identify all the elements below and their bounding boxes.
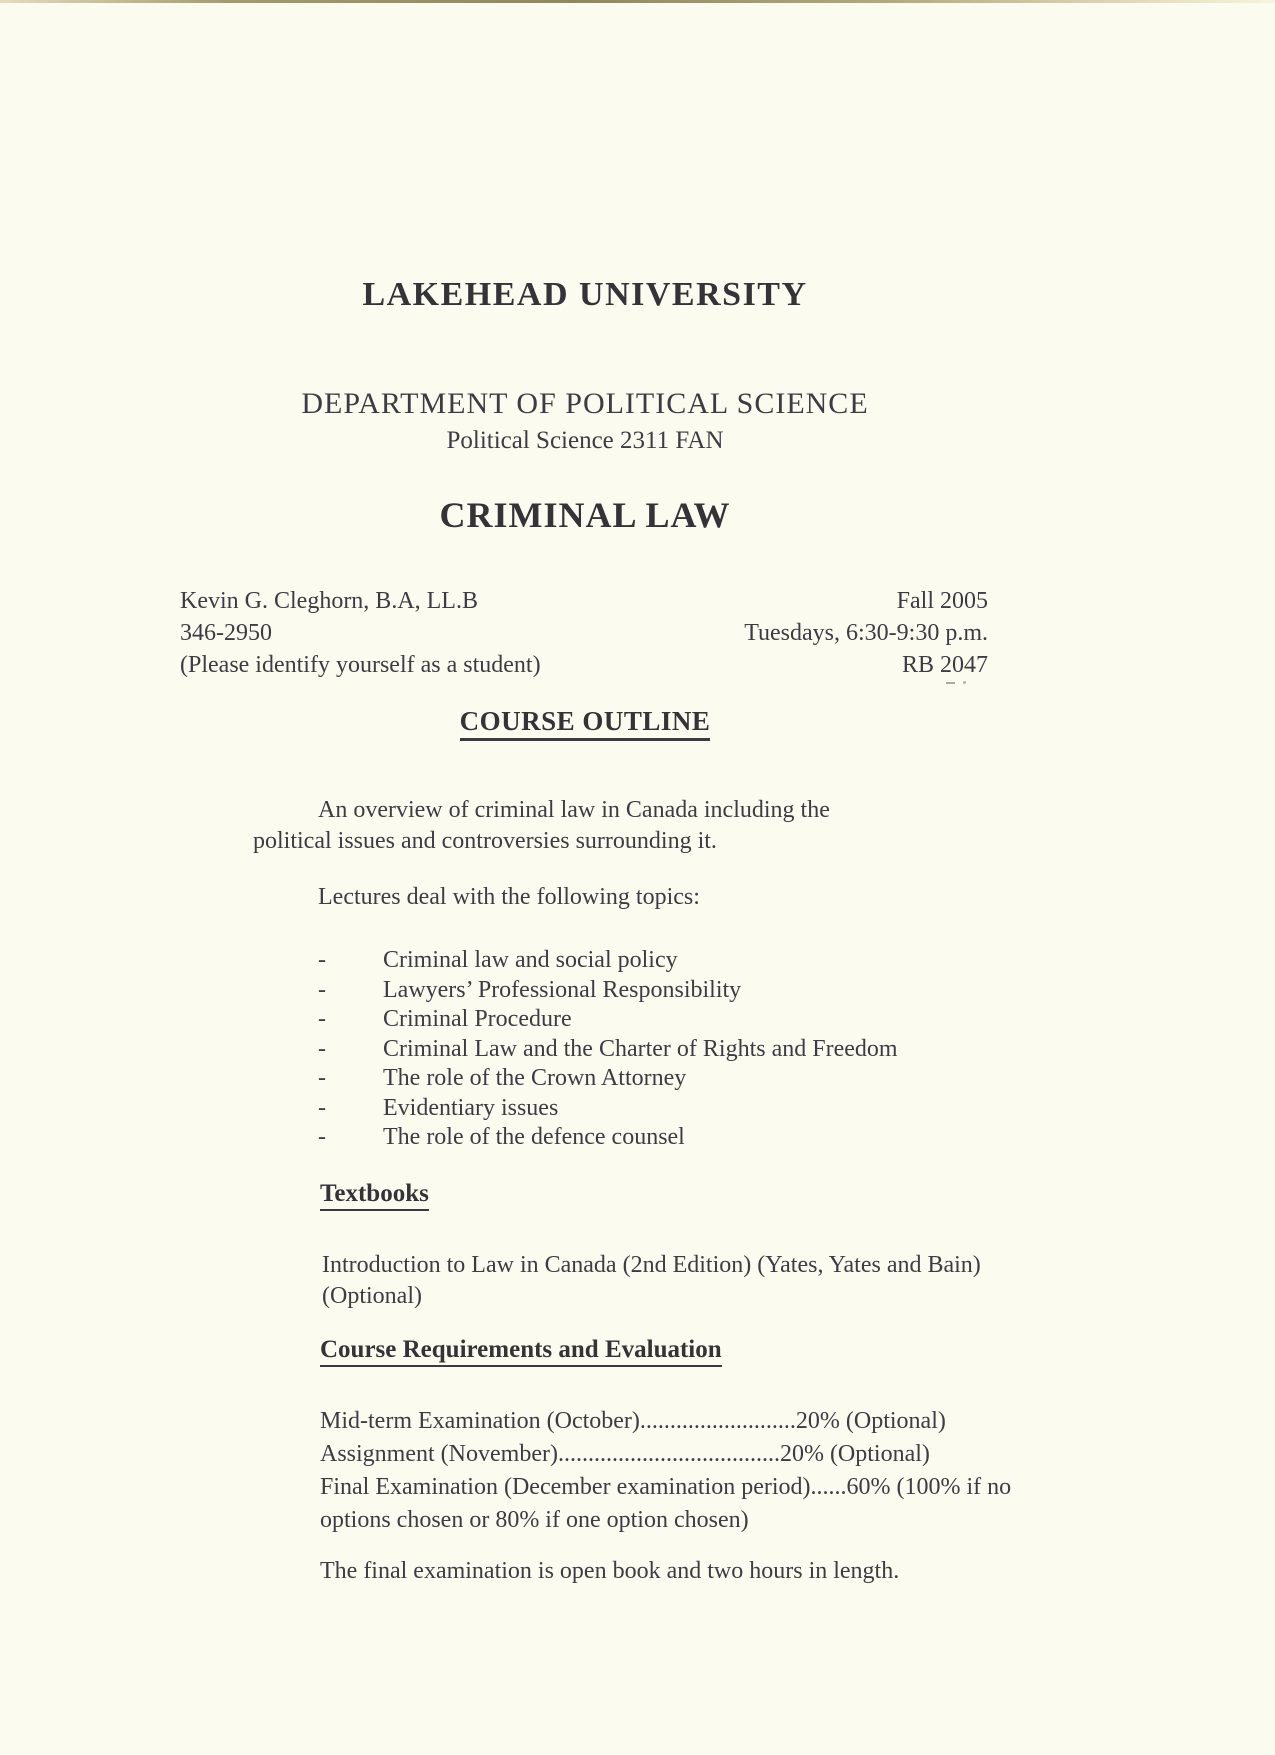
requirements-list — [320, 1405, 1011, 1537]
instructor-name: Kevin G. Cleghorn, B.A, LL.B — [180, 588, 478, 614]
topic-item — [318, 1123, 898, 1153]
requirement-line: options chosen or 80% if one option chosen) — [320, 1507, 749, 1533]
requirement-line: Assignment (November).....................................20% (Optional) — [320, 1441, 930, 1467]
topic-item — [318, 1005, 898, 1035]
room-label: RB 2047 — [901, 652, 988, 678]
course-description-line: An overview of criminal law in Canada including the — [318, 797, 830, 823]
topic-label: The role of the Crown Attorney — [383, 1065, 687, 1091]
topic-label: Criminal Procedure — [383, 1006, 572, 1032]
instructor-note: (Please identify yourself as a student) — [180, 652, 541, 678]
course-title: CRIMINAL LAW — [439, 495, 731, 535]
topic-item — [318, 946, 898, 976]
course-code: Political Science 2311 FAN — [446, 427, 724, 454]
bullet-dash: - — [318, 1094, 326, 1121]
university-title: LAKEHEAD UNIVERSITY — [362, 276, 808, 313]
pen-mark — [946, 680, 972, 685]
bullet-dash: - — [318, 1035, 326, 1062]
schedule-block — [744, 585, 988, 681]
topics-list — [318, 946, 898, 1153]
requirement-line: Final Examination (December examination period)......60% (100% if no — [320, 1474, 1012, 1500]
requirements-heading — [320, 1336, 722, 1367]
course-description-line: political issues and controversies surrounding it. — [253, 828, 717, 854]
final-exam-note: The final examination is open book and two hours in length. — [320, 1558, 900, 1584]
instructor-block — [180, 585, 541, 681]
bullet-dash: - — [318, 1006, 326, 1032]
course-outline-heading-text: COURSE OUTLINE — [460, 706, 711, 741]
scan-edge-top — [0, 0, 1275, 3]
requirement-line: Mid-term Examination (October)..........................20% (Optional) — [320, 1408, 946, 1434]
course-description — [253, 795, 893, 857]
textbooks-heading-text: Textbooks — [320, 1180, 429, 1211]
topic-item — [318, 1035, 898, 1065]
bullet-dash: - — [318, 976, 326, 1003]
topic-label: Criminal law and social policy — [383, 947, 678, 973]
topic-label: Evidentiary issues — [383, 1094, 559, 1121]
requirements-heading-text: Course Requirements and Evaluation — [320, 1336, 722, 1367]
bullet-dash: - — [318, 947, 326, 973]
term-label: Fall 2005 — [896, 588, 988, 614]
bullet-dash: - — [318, 1124, 326, 1150]
topic-item — [318, 1094, 898, 1124]
topic-item — [318, 1064, 898, 1094]
topic-label: Lawyers’ Professional Responsibility — [383, 976, 742, 1003]
topic-label: The role of the defence counsel — [383, 1124, 685, 1150]
course-outline-heading — [0, 706, 1170, 741]
textbook-entry — [322, 1250, 981, 1312]
lectures-intro: Lectures deal with the following topics: — [318, 884, 700, 910]
meeting-time: Tuesdays, 6:30-9:30 p.m. — [744, 620, 988, 646]
bullet-dash: - — [318, 1065, 326, 1091]
textbooks-heading — [320, 1180, 429, 1211]
topic-label: Criminal Law and the Charter of Rights and Freedom — [383, 1035, 898, 1062]
textbook-title-line: Introduction to Law in Canada (2nd Edition) (Yates, Yates and Bain) — [322, 1252, 981, 1278]
department-title: DEPARTMENT OF POLITICAL SCIENCE — [301, 387, 869, 420]
textbook-optional-line: (Optional) — [322, 1283, 422, 1309]
instructor-phone: 346-2950 — [180, 620, 272, 646]
topic-item — [318, 976, 898, 1006]
